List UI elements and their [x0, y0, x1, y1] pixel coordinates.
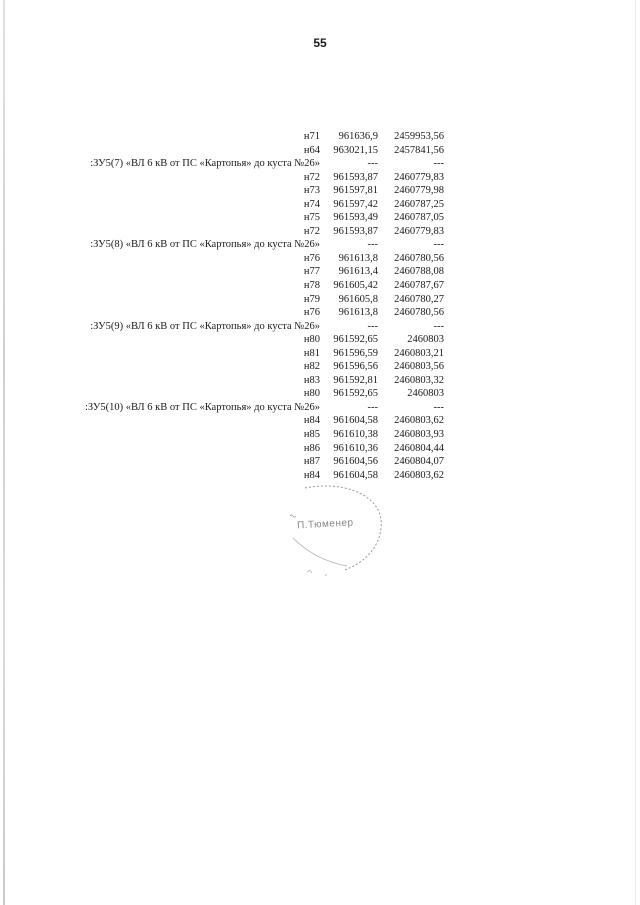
- point-id: н83: [303, 374, 320, 386]
- table-row: [84, 279, 454, 293]
- table-row: [84, 428, 454, 442]
- point-id: н76: [303, 252, 320, 264]
- table-row: [84, 252, 454, 266]
- scan-edge-right: [635, 0, 636, 905]
- coord-x: 961593,87: [333, 171, 378, 183]
- coord-x: ---: [367, 239, 378, 251]
- coord-y: 2460779,83: [394, 171, 444, 183]
- coord-y: 2460803,32: [394, 374, 444, 386]
- coord-x: 961605,8: [338, 293, 378, 305]
- coord-x: 961613,8: [338, 252, 378, 264]
- point-id: н75: [303, 212, 320, 224]
- coord-y: ---: [433, 158, 444, 170]
- coord-y: 2460803,62: [394, 469, 444, 481]
- table-row: [84, 171, 454, 185]
- point-id: н77: [303, 266, 320, 278]
- table-row: [84, 130, 454, 144]
- coord-y: ---: [433, 239, 444, 251]
- table-row: [84, 387, 454, 401]
- coord-x: 961596,59: [333, 347, 378, 359]
- coord-x: 961610,36: [333, 442, 378, 454]
- coord-x: 961592,65: [333, 334, 378, 346]
- point-id: н71: [303, 131, 320, 142]
- table-row: [84, 347, 454, 361]
- coord-y: 2459953,56: [394, 131, 444, 142]
- table-row: [84, 455, 454, 469]
- coord-x: 961604,56: [333, 456, 378, 468]
- coord-x: 961596,56: [333, 361, 378, 373]
- coord-y: 2460804,07: [394, 456, 444, 468]
- table-row: [84, 306, 454, 320]
- section-row: [84, 320, 454, 334]
- coord-y: 2460780,56: [394, 252, 444, 264]
- coord-y: 2460788,08: [394, 266, 444, 278]
- point-id: н85: [303, 429, 320, 441]
- point-id: н86: [303, 442, 320, 454]
- table-row: [84, 225, 454, 239]
- coord-y: ---: [433, 401, 444, 413]
- coord-y: 2460787,67: [394, 280, 444, 292]
- table-row: [84, 184, 454, 198]
- coordinate-table: [84, 130, 454, 482]
- coord-x: 961592,65: [333, 388, 378, 400]
- point-id: н82: [303, 361, 320, 373]
- point-id: н72: [303, 225, 320, 237]
- section-row: [84, 401, 454, 415]
- coord-y: 2457841,56: [394, 144, 444, 156]
- table-row: [84, 333, 454, 347]
- scan-edge-left: [3, 0, 5, 905]
- table-row: [84, 360, 454, 374]
- section-title: :ЗУ5(8) «ВЛ 6 кВ от ПС «Картопья» до куста №26»: [90, 239, 320, 251]
- signature-text: П.Тюменер: [296, 517, 354, 532]
- coord-y: 2460804,44: [394, 442, 444, 454]
- table-row: [84, 211, 454, 225]
- coord-y: 2460787,25: [394, 198, 444, 210]
- coord-x: 961592,81: [333, 374, 378, 386]
- coord-x: 961593,49: [333, 212, 378, 224]
- coord-y: 2460803: [407, 388, 444, 400]
- point-id: н84: [303, 469, 320, 481]
- table-row: [84, 442, 454, 456]
- coord-x: ---: [367, 320, 378, 332]
- section-row: [84, 157, 454, 171]
- coord-y: 2460780,56: [394, 307, 444, 319]
- coord-y: 2460803: [407, 334, 444, 346]
- point-id: н72: [303, 171, 320, 183]
- point-id: н76: [303, 307, 320, 319]
- coord-y: 2460803,21: [394, 347, 444, 359]
- section-title: :ЗУ5(10) «ВЛ 6 кВ от ПС «Картопья» до куста №26»: [84, 401, 320, 413]
- coord-x: 961605,42: [333, 280, 378, 292]
- section-title: :ЗУ5(7) «ВЛ 6 кВ от ПС «Картопья» до куста №26»: [90, 158, 320, 170]
- coord-y: 2460787,05: [394, 212, 444, 224]
- coord-x: 961610,38: [333, 429, 378, 441]
- point-id: н80: [303, 334, 320, 346]
- coord-x: ---: [367, 401, 378, 413]
- coord-x: 961636,9: [338, 131, 378, 142]
- coord-y: 2460779,98: [394, 185, 444, 197]
- coord-x: 961613,4: [338, 266, 378, 278]
- point-id: н64: [303, 144, 320, 156]
- coord-x: ---: [367, 158, 378, 170]
- point-id: н81: [303, 347, 320, 359]
- coord-y: ---: [433, 320, 444, 332]
- point-id: н80: [303, 388, 320, 400]
- coord-x: 961604,58: [333, 469, 378, 481]
- signature-stamp: [285, 478, 395, 578]
- coord-x: 961604,58: [333, 415, 378, 427]
- coord-y: 2460779,83: [394, 225, 444, 237]
- point-id: н78: [303, 280, 320, 292]
- point-id: н84: [303, 415, 320, 427]
- table-row: [84, 144, 454, 158]
- table-row: [84, 198, 454, 212]
- point-id: н87: [303, 456, 320, 468]
- point-id: н79: [303, 293, 320, 305]
- section-title: :ЗУ5(9) «ВЛ 6 кВ от ПС «Картопья» до куста №26»: [90, 320, 320, 332]
- table-row: [84, 414, 454, 428]
- coord-y: 2460803,93: [394, 429, 444, 441]
- section-row: [84, 238, 454, 252]
- coord-y: 2460780,27: [394, 293, 444, 305]
- point-id: н73: [303, 185, 320, 197]
- coord-y: 2460803,62: [394, 415, 444, 427]
- coord-x: 961597,42: [333, 198, 378, 210]
- table-row: [84, 265, 454, 279]
- coord-x: 961593,87: [333, 225, 378, 237]
- coord-x: 961613,8: [338, 307, 378, 319]
- page-number: 55: [313, 36, 327, 50]
- table-row: [84, 374, 454, 388]
- coord-y: 2460803,56: [394, 361, 444, 373]
- point-id: н74: [303, 198, 320, 210]
- table-row: [84, 293, 454, 307]
- coord-x: 961597,81: [333, 185, 378, 197]
- table-row: [84, 469, 454, 483]
- coord-x: 963021,15: [333, 144, 378, 156]
